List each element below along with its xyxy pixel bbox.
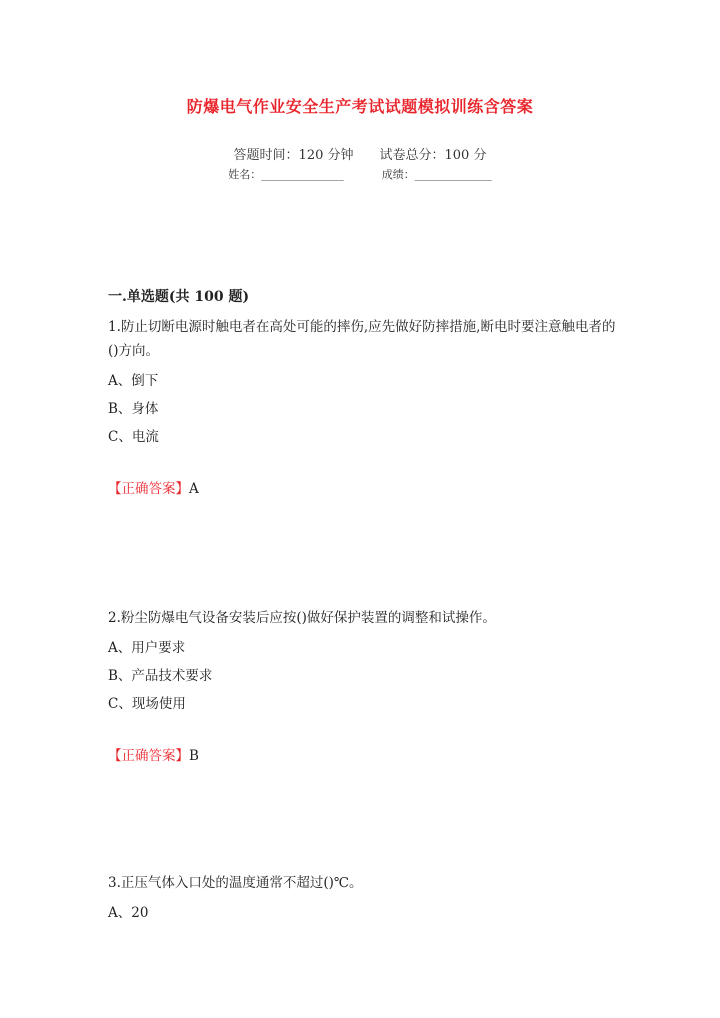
question-text: 3.正压气体入口处的温度通常不超过()℃。 <box>108 875 363 891</box>
answer-value: A <box>189 481 199 497</box>
option-c: C、现场使用 <box>108 696 186 712</box>
option-list <box>108 367 618 451</box>
option-a: A、倒下 <box>108 373 159 389</box>
question-text: 2.粉尘防爆电气设备安装后应按()做好保护装置的调整和试操作。 <box>108 610 496 626</box>
option-b: B、产品技术要求 <box>108 668 213 684</box>
question-text: 1.防止切断电源时触电者在高处可能的摔伤,应先做好防摔措施,断电时要注意触电者的()方向。 <box>108 319 616 359</box>
exam-info-row <box>0 144 720 163</box>
correct-answer <box>108 477 618 497</box>
exam-fields-row <box>0 166 720 182</box>
question-2 <box>108 606 618 764</box>
correct-answer <box>108 744 618 764</box>
answer-value: B <box>189 748 199 764</box>
result-field: 成绩：______________ <box>381 168 492 181</box>
option-list <box>108 634 618 718</box>
section-heading: 一.单选题(共 100 题) <box>108 289 250 305</box>
option-a: A、用户要求 <box>108 640 186 656</box>
option-c: C、电流 <box>108 429 159 445</box>
option-list <box>108 899 618 927</box>
question-3 <box>108 871 618 927</box>
option-b: B、身体 <box>108 401 159 417</box>
exam-time: 答题时间：120 分钟 <box>233 148 354 163</box>
exam-title: 防爆电气作业安全生产考试试题模拟训练含答案 <box>186 97 534 116</box>
option-a: A、20 <box>108 905 149 921</box>
answer-tag: 【正确答案】 <box>108 748 189 764</box>
name-field: 姓名：_______________ <box>228 168 344 181</box>
answer-tag: 【正确答案】 <box>108 481 189 497</box>
question-1 <box>108 315 618 497</box>
exam-total-score: 试卷总分：100 分 <box>379 148 487 163</box>
